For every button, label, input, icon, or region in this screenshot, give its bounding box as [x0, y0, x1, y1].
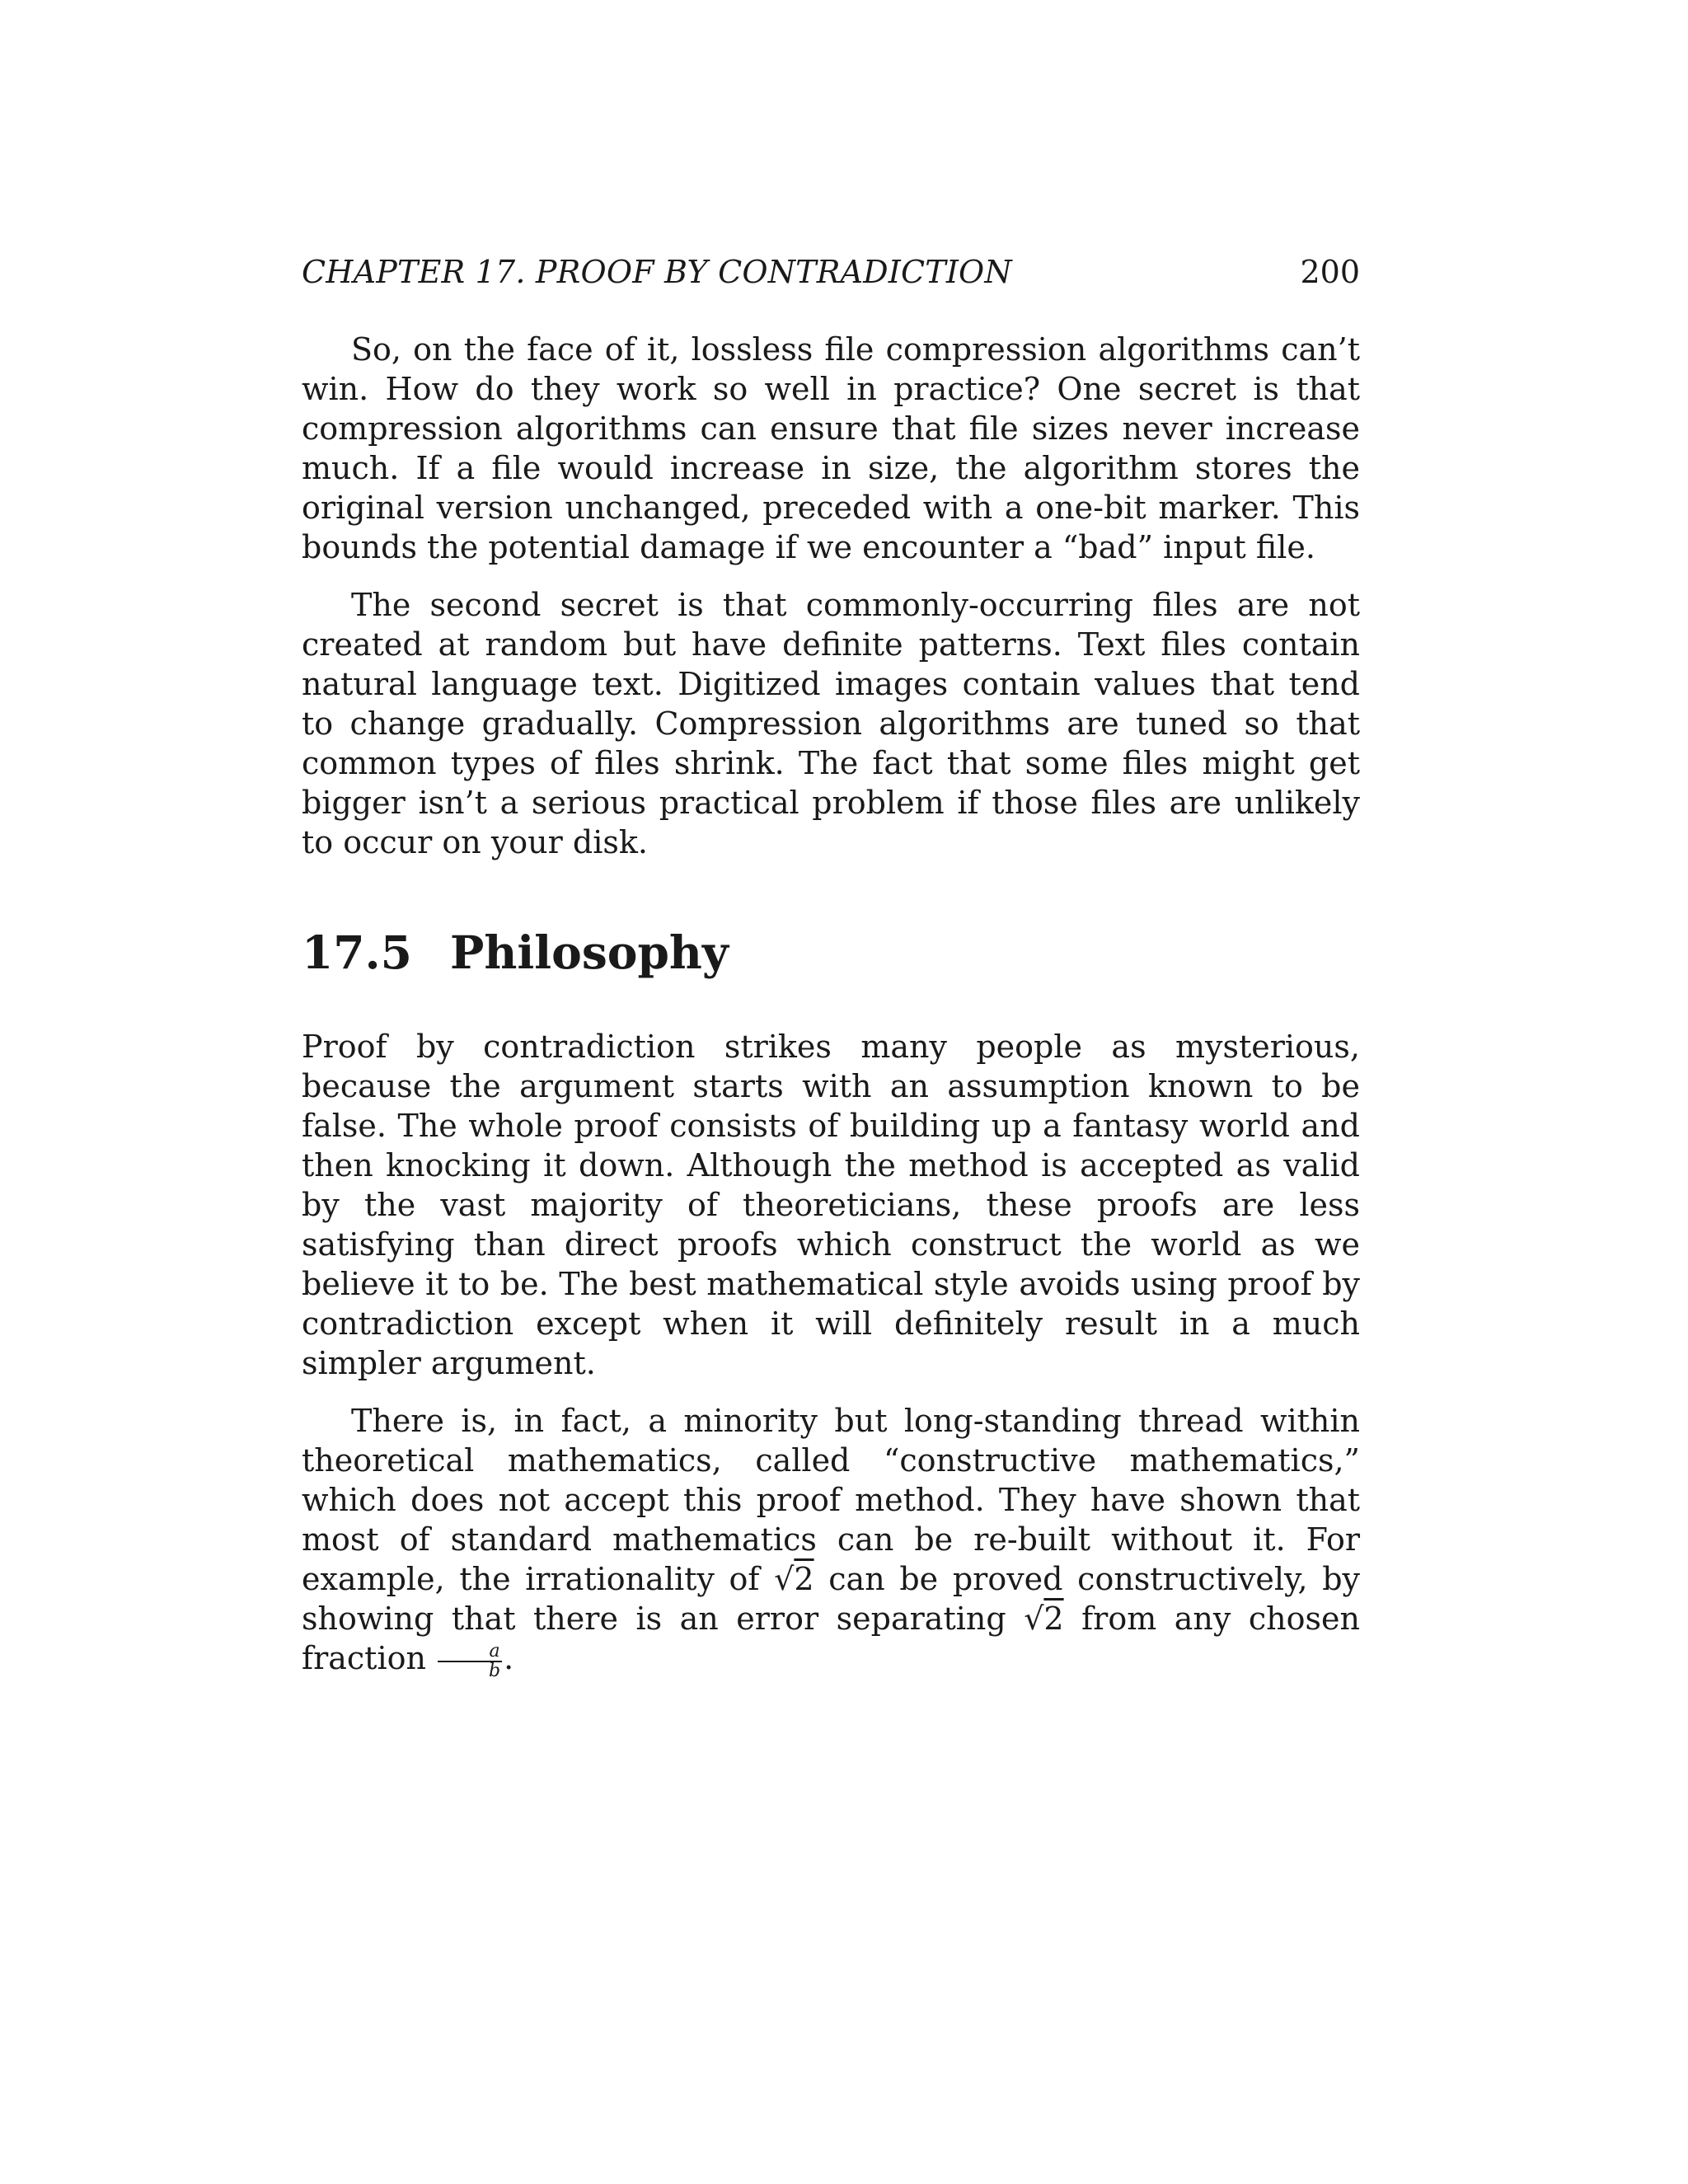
document-page — [302, 252, 1360, 1699]
paragraph-text: can be proved constructively, by showing that there is an error separating — [302, 1561, 1361, 1637]
radicand: 2 — [794, 1561, 814, 1597]
paragraph-text: There is, in fact, a minority but long-standing thread within theoretical mathematics, called “constructive mathematics,” which does not accept this proof method. They have shown that most of standard mathematics can be re-built without it. For example, the irrationality of — [302, 1403, 1360, 1597]
radical-sign: √ — [774, 1561, 795, 1597]
sqrt-expression — [1024, 1601, 1063, 1637]
page-number: 200 — [1300, 254, 1360, 290]
radical-sign: √ — [1024, 1601, 1044, 1637]
fraction — [438, 1640, 502, 1681]
paragraph-text: from any chosen fraction — [302, 1601, 1360, 1676]
paragraph: The second secret is that commonly-occurring files are not created at random but have definite patterns. Text files contain natural language text. Digitized images contain values that tend to change gradually. Compression algorithms are tuned so that common types of files shrink. The fact that some files might get bigger isn’t a serious practical problem if those files are unlikely to occur on your disk. — [302, 587, 1360, 860]
paragraph-text: . — [504, 1640, 514, 1676]
sqrt-expression — [774, 1561, 814, 1597]
radicand: 2 — [1043, 1601, 1064, 1637]
paragraph — [302, 1401, 1360, 1680]
section-heading — [302, 926, 1360, 979]
paragraph: Proof by contradiction strikes many people as mysterious, because the argument starts with an assumption known to be false. The whole proof consists of building up a fantasy world and then knocking it down. Although the method is accepted as valid by the vast majority of theoreticians, these proofs are less satisfying than direct proofs which construct the world as we believe it to be. The best mathematical style avoids using proof by contradiction except when it will definitely result in a much simpler argument. — [302, 1029, 1360, 1381]
fraction-denominator: b — [489, 1660, 501, 1681]
chapter-title: CHAPTER 17. PROOF BY CONTRADICTION — [302, 254, 1012, 290]
running-header — [302, 252, 1360, 292]
section-title: Philosophy — [450, 926, 729, 979]
paragraph: So, on the face of it, lossless file compression algorithms can’t win. How do they work so well in practice? One secret is that compression algorithms can ensure that file sizes never increase much. If a file would increase in size, the algorithm stores the original version unchanged, preceded with a one-bit marker. This bounds the potential damage if we encounter a “bad” input file. — [302, 331, 1360, 565]
section-number: 17.5 — [302, 926, 412, 979]
fraction-numerator: a — [438, 1643, 502, 1662]
